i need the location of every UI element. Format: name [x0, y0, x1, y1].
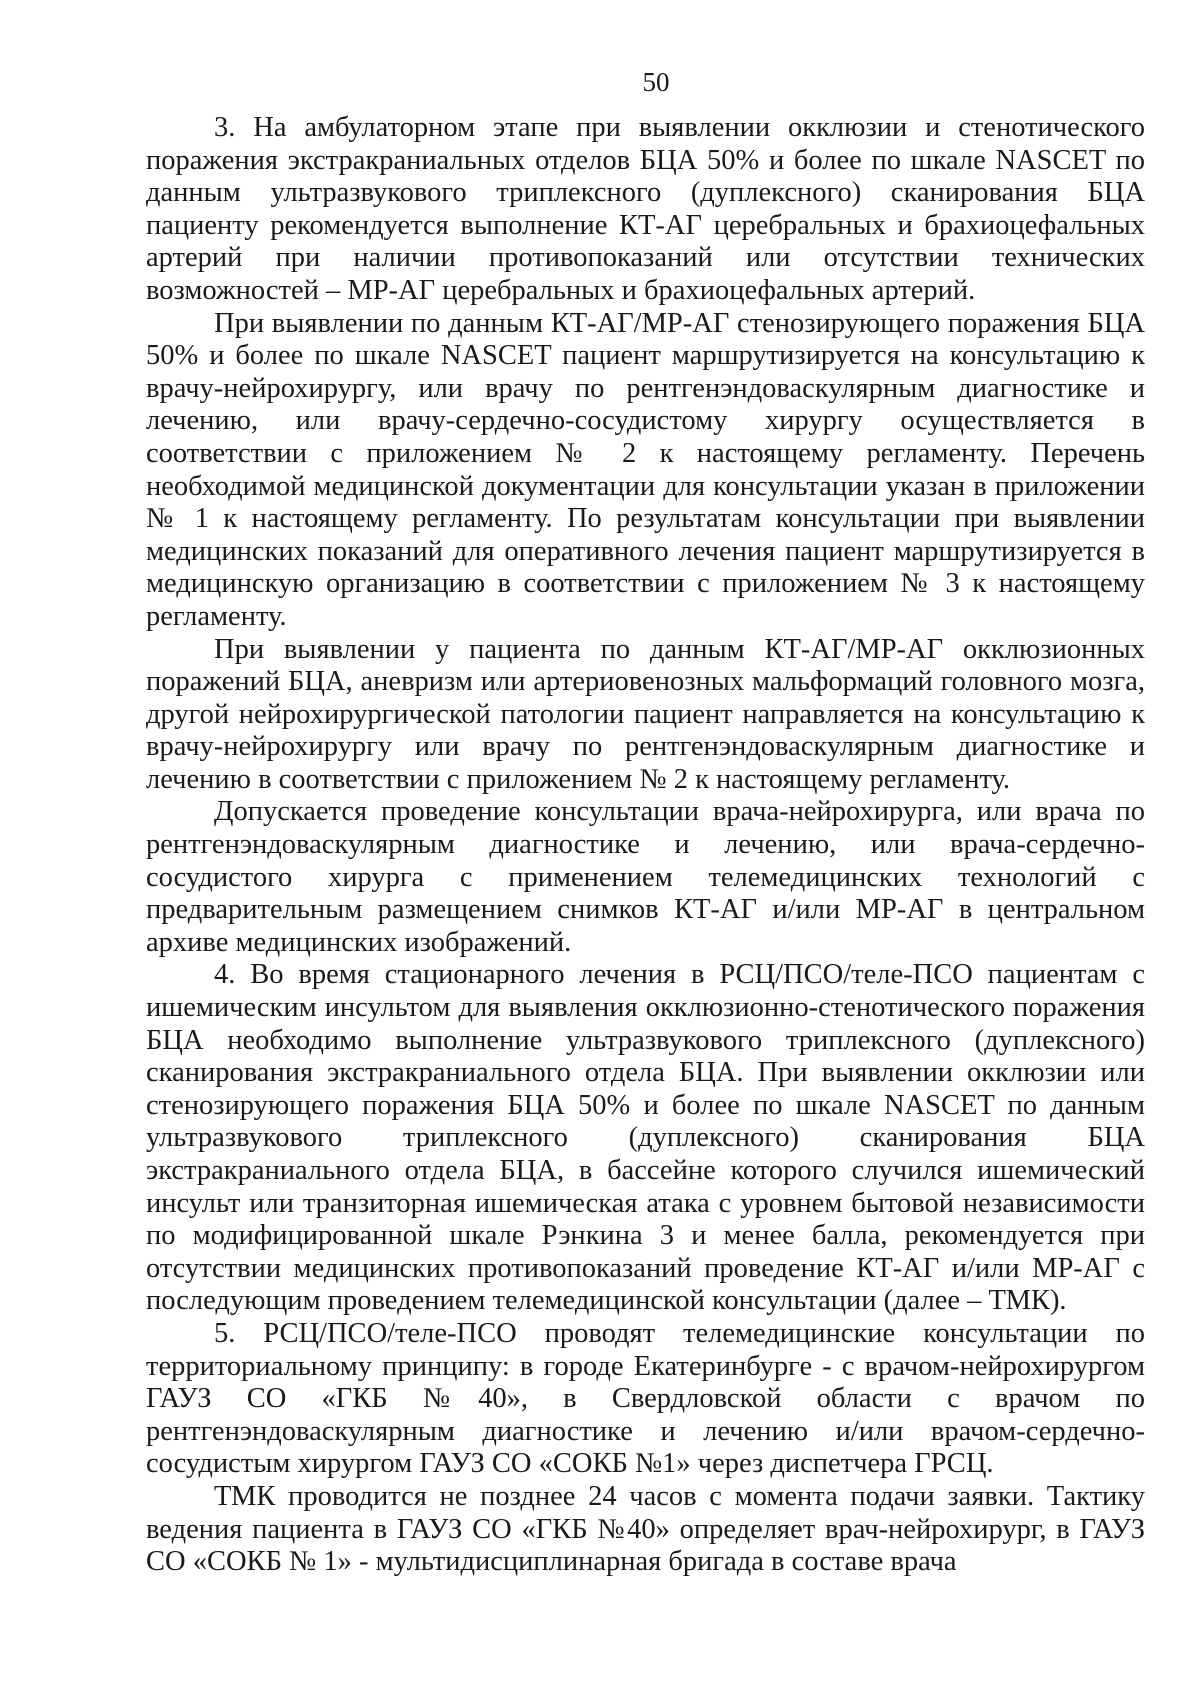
- document-body: [146, 112, 1145, 1579]
- paragraph-stenosis-routing: При выявлении по данным КТ-АГ/МР-АГ стенозирующего поражения БЦА 50% и более по шкале NASCET пациент маршрутизируется на консультацию к врачу-нейрохирургу, или врачу по рентгенэндоваскулярным диагностике и лечению, или врачу-сердечно-сосудистому хирургу осуществляется в соответствии с приложением № 2 к настоящему регламенту. Перечень необходимой медицинской документации для консультации указан в приложении № 1 к настоящему регламенту. По результатам консультации при выявлении медицинских показаний для оперативного лечения пациент маршрутизируется в медицинскую организацию в соответствии с приложением № 3 к настоящему регламенту.: [146, 307, 1145, 632]
- page-number: 50: [642, 67, 670, 97]
- paragraph-occlusion-routing: При выявлении у пациента по данным КТ-АГ/МР-АГ окклюзионных поражений БЦА, аневризм или артериовенозных мальформаций головного мозга, другой нейрохирургической патологии пациент направляется на консультацию к врачу-нейрохирургу или врачу по рентгенэндоваскулярным диагностике и лечению в соответствии с приложением № 2 к настоящему регламенту.: [146, 633, 1145, 795]
- paragraph-3-outpatient-stage: 3. На амбулаторном этапе при выявлении окклюзии и стенотического поражения экстракраниальных отделов БЦА 50% и более по шкале NASCET по данным ультразвукового триплексного (дуплексного) сканирования БЦА пациенту рекомендуется выполнение КТ-АГ церебральных и брахиоцефальных артерий при наличии противопоказаний или отсутствии технических возможностей – МР-АГ церебральных и брахиоцефальных артерий.: [146, 112, 1145, 306]
- paragraph-4-inpatient-stage: 4. Во время стационарного лечения в РСЦ/ПСО/теле-ПСО пациентам с ишемическим инсультом для выявления окклюзионно-стенотического поражения БЦА необходимо выполнение ультразвукового триплексного (дуплексного) сканирования экстракраниального отдела БЦА. При выявлении окклюзии или стенозирующего поражения БЦА 50% и более по шкале NASCET по данным ультразвукового триплексного (дуплексного) сканирования БЦА экстракраниального отдела БЦА, в бассейне которого случился ишемический инсульт или транзиторная ишемическая атака с уровнем бытовой независимости по модифицированной шкале Рэнкина 3 и менее балла, рекомендуется при отсутствии медицинских противопоказаний проведение КТ-АГ и/или МР-АГ с последующим проведением телемедицинской консультации (далее – ТМК).: [146, 959, 1145, 1317]
- paragraph-telemedicine-allowed: Допускается проведение консультации врача-нейрохирурга, или врача по рентгенэндоваскулярным диагностике и лечению, или врача-сердечно-сосудистого хирурга с применением телемедицинских технологий с предварительным размещением снимков КТ-АГ и/или МР-АГ в центральном архиве медицинских изображений.: [146, 796, 1145, 958]
- paragraph-tmk-timing: ТМК проводится не позднее 24 часов с момента подачи заявки. Тактику ведения пациента в ГАУЗ СО «ГКБ №40» определяет врач-нейрохирург, в ГАУЗ СО «СОКБ № 1» - мультидисциплинарная бригада в составе врача: [146, 1480, 1145, 1578]
- paragraph-5-telemedicine-consultations: 5. РСЦ/ПСО/теле-ПСО проводят телемедицинские консультации по территориальному принципу: в городе Екатеринбурге - с врачом-нейрохирургом ГАУЗ СО «ГКБ №40», в Свердловской области с врачом по рентгенэндоваскулярным диагностике и лечению и/или врачом-сердечно-сосудистым хирургом ГАУЗ СО «СОКБ №1» через диспетчера ГРСЦ.: [146, 1317, 1145, 1480]
